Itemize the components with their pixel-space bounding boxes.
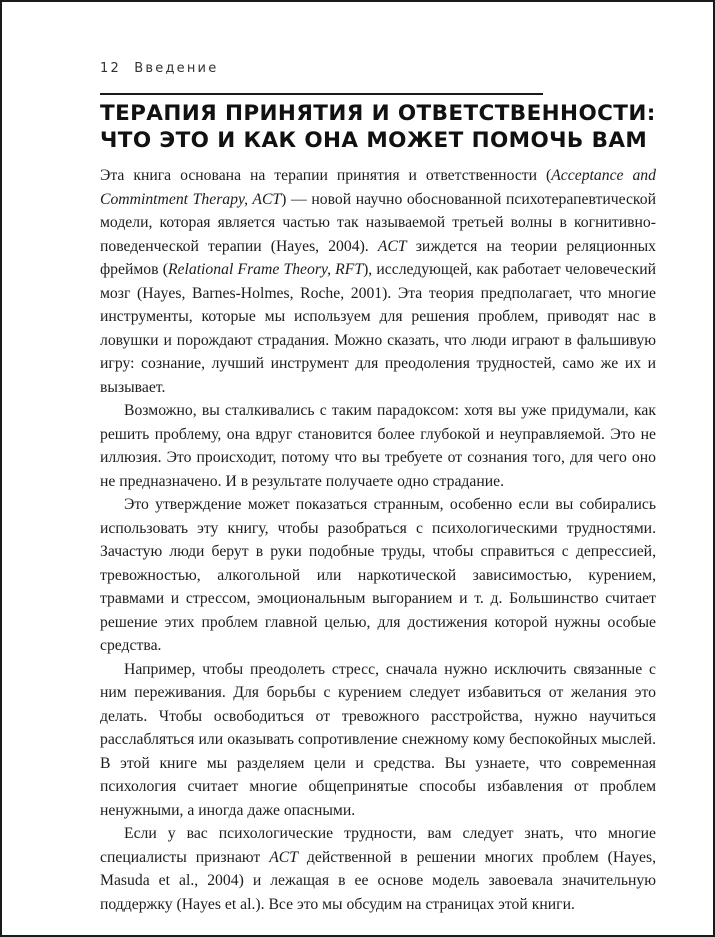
page-number: 12 — [100, 61, 121, 76]
section-name: Введение — [134, 61, 219, 76]
chapter-title — [100, 100, 656, 154]
paragraph-1-term: Acceptance and Commintment Therapy, ACT — [100, 167, 656, 208]
paragraph-3: Это утверждение может показаться странным, особенно если вы собирались использовать эту книгу, чтобы разобраться с психологическими трудностями. Зачастую люди берут в руки подобные труды, чтобы справиться с депрессией, тревожностью, алкогольной или наркотической зависимостью, курением, травмами и стрессом, эмоциональным выгоранием и т. д. Большинство считает решение этих проблем главной целью, для достижения которой нужны особые средства. — [100, 496, 656, 654]
paragraph-5-term: ACT — [269, 848, 298, 866]
paragraph-5-text: Если у вас психологические трудности, вам следует знать, что многие специалисты признают — [100, 825, 656, 866]
paragraph-4: Например, чтобы преодолеть стресс, сначала нужно исключить связанные с ним переживания. Для борьбы с курением следует избавиться от желания это делать. Чтобы освободиться от тревожного расстройства, нужно научиться расслабляться или оказывать сопротивление снежному кому беспокойных мыслей. В этой книге мы разделяем цели и средства. Вы узнаете, что современная психология считает многие общепринятые способы избавления от проблем ненужными, а иногда даже опасными. — [100, 660, 656, 819]
paragraph-1-text: ), исследующей, как работает человеческий мозг (Hayes, Barnes-Holmes, Roche, 2001). Эта теория предполагает, что многие инструменты, которые мы используем для решения проблем, приводят нас в ловушки и порождают страдания. Можно сказать, что люди играют в фальшивую игру: сознание, лучший инструмент для преодоления трудностей, само же их и вызывает. — [100, 261, 656, 396]
paragraph-1-term: Relational Frame Theory, RFT — [167, 261, 364, 278]
chapter-title-line-2: ЧТО ЭТО И КАК ОНА МОЖЕТ ПОМОЧЬ ВАМ — [100, 128, 648, 153]
paragraph-1-text: зиждется на теории реляционных фреймов ( — [100, 237, 656, 278]
paragraph-5-text: действенной в решении многих проблем (Hayes, Masuda et al., 2004) и лежащая в ее основе модель завоевала значительную поддержку (Hayes et al.). Все это мы обсудим на страницах этой книги. — [100, 848, 656, 913]
paragraph-1-term: ACT — [377, 237, 407, 255]
paragraph-2: Возможно, вы сталкивались с таким парадоксом: хотя вы уже придумали, как решить проблему, она вдруг становится более глубокой и неуправляемой. Это не иллюзия. Это происходит, потому что вы требуете от сознания того, для чего оно не предназначено. И в результате получаете одно страдание. — [100, 402, 656, 490]
body-text — [100, 164, 656, 916]
paragraph-5 — [100, 822, 656, 916]
chapter-title-line-1: ТЕРАПИЯ ПРИНЯТИЯ И ОТВЕТСТВЕННОСТИ: — [100, 101, 656, 126]
header-rule — [100, 93, 543, 95]
paragraph-1 — [100, 164, 656, 399]
running-header — [100, 61, 218, 76]
paragraph-1-text: Эта книга основана на терапии принятия и ответственности ( — [100, 167, 552, 184]
paragraph-1-text: ) — новой научно обоснованной психотерапевтической модели, которая является частью так называемой третьей волны в когнитивно-поведенческой терапии (Hayes, 2004). — [100, 190, 656, 255]
